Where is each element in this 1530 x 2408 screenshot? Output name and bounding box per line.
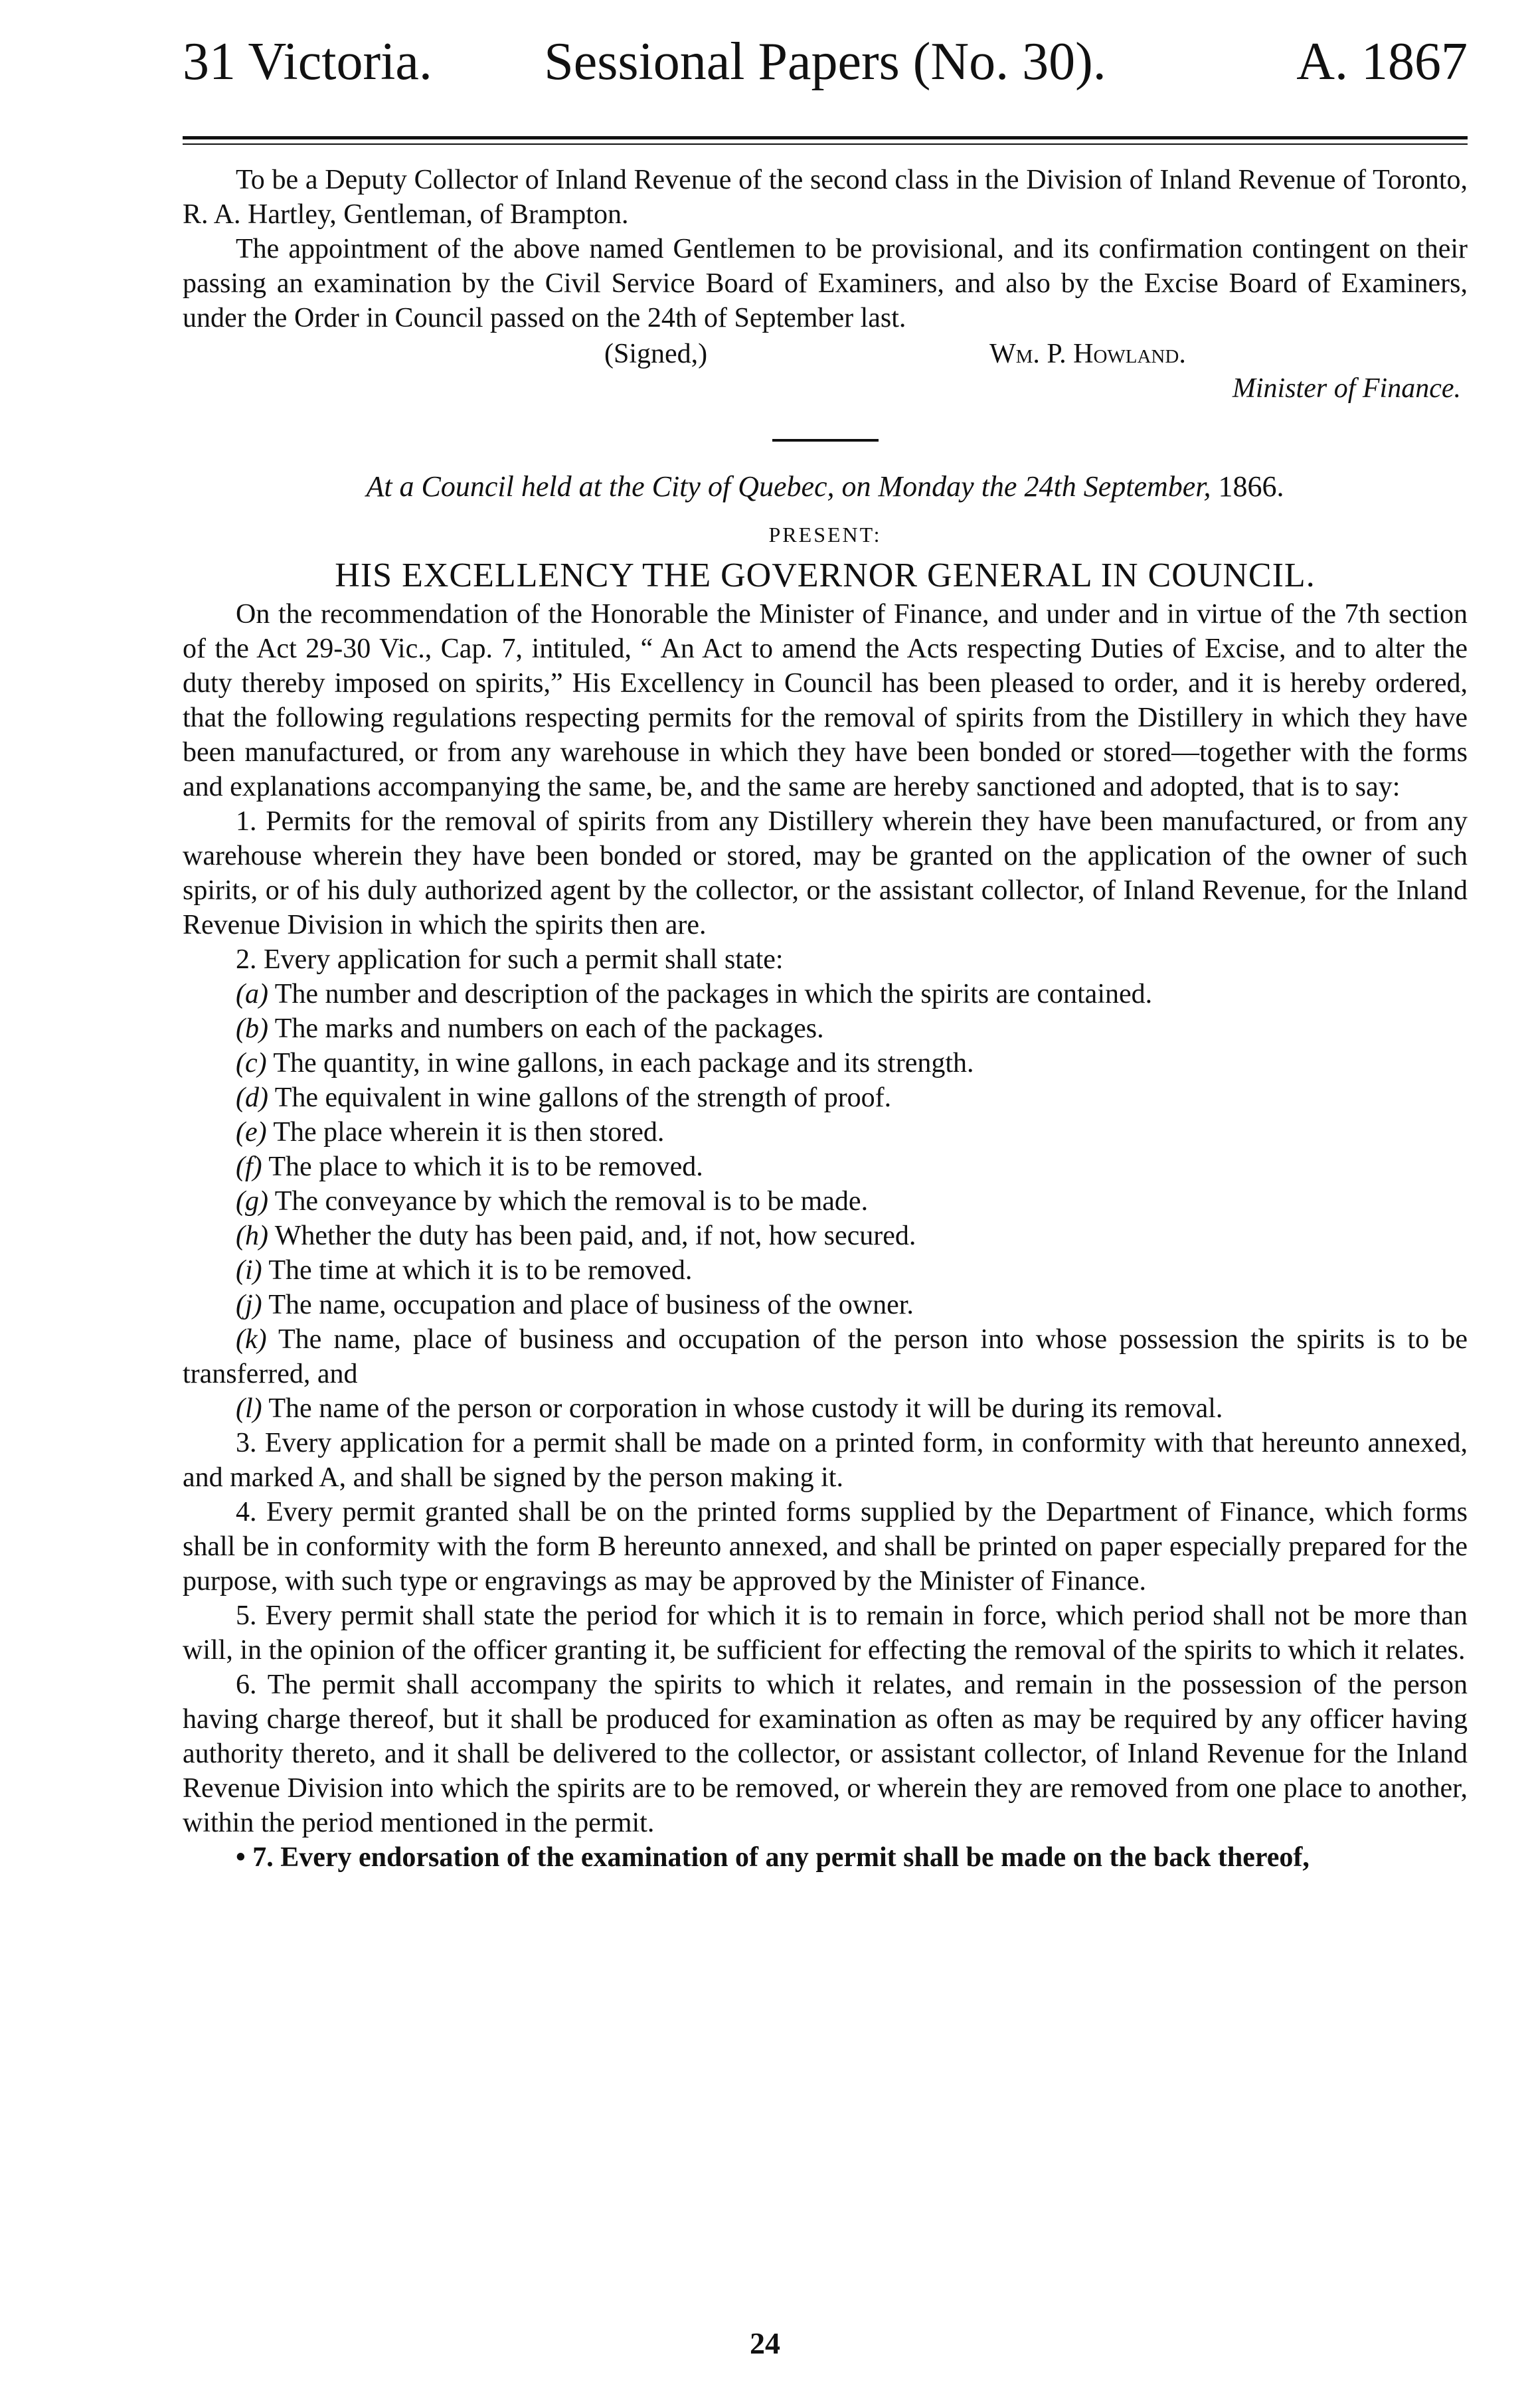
section-divider <box>772 439 879 442</box>
item-text: The place to which it is to be removed. <box>268 1152 703 1182</box>
provisional-paragraph: The appointment of the above named Gentlemen to be provisional, and its confirmation contingent on their passing an examination by the Civil Service Board of Examiners, and also by the Excise Board of Examiners, under the Order in Council passed on the 24th of September last. <box>183 234 1468 333</box>
item-text: The marks and numbers on each of the packages. <box>274 1013 824 1044</box>
item-letter: (d) <box>236 1082 268 1113</box>
list-item <box>183 1322 1468 1391</box>
list-item <box>183 1184 1468 1219</box>
regulation-3: 3. Every application for a permit shall be made on a printed form, in conformity with that hereunto annexed, and marked A, and shall be signed by the person making it. <box>183 1428 1468 1493</box>
item-letter: (a) <box>236 979 268 1009</box>
item-text: The quantity, in wine gallons, in each package and its strength. <box>273 1048 974 1078</box>
list-item <box>183 1391 1468 1426</box>
signer-name: Wm. P. Howland. <box>989 339 1186 369</box>
council-year: 1866. <box>1218 470 1284 503</box>
council-heading <box>183 467 1468 507</box>
item-text: The number and description of the packages in which the spirits are contained. <box>274 979 1153 1009</box>
list-item <box>183 1046 1468 1080</box>
list-item <box>183 1080 1468 1115</box>
order-preamble: On the recommendation of the Honorable the Minister of Finance, and under and in virtue of the 7th section of the Act 29-30 Vic., Cap. 7, intituled, “ An Act to amend the Acts respecting Duties of Excise, and to alter the duty thereby imposed on spirits,” His Excellency in Council has been pleased to order, and it is hereby ordered, that the following regulations respecting permits for the removal of spirits from the Distillery in which they have been manufactured, or from any warehouse in which they have been bonded or stored—together with the forms and explanations accompanying the same, be, and the same are hereby sanctioned and adopted, that is to say: <box>183 599 1468 802</box>
page-body <box>183 163 1468 1875</box>
council-heading-text: At a Council held at the City of Quebec, on Monday the 24th September, <box>366 470 1211 503</box>
appointment-paragraph: To be a Deputy Collector of Inland Revenue of the second class in the Division of Inland Revenue of Toronto, R. A. Hartley, Gentleman, of Brampton. <box>183 165 1468 230</box>
item-text: The equivalent in wine gallons of the strength of proof. <box>274 1082 892 1113</box>
item-text: The place wherein it is then stored. <box>273 1117 665 1148</box>
regulation-7: • 7. Every endorsation of the examination of any permit shall be made on the back thereof, <box>236 1842 1310 1873</box>
item-letter: (i) <box>236 1255 262 1286</box>
item-letter: (k) <box>236 1324 267 1355</box>
header-session-year: A. 1867 <box>1296 33 1468 91</box>
regulation-1: 1. Permits for the removal of spirits from any Distillery wherein they have been manufactured, or from any warehouse wherein they have been bonded or stored, may be granted on the application of the owner of such spirits, or of his duly authorized agent by the collector, or the assistant collector, of Inland Revenue, for the Inland Revenue Division in which the spirits then are. <box>183 806 1468 940</box>
signature-line <box>183 337 1468 371</box>
list-item <box>183 1253 1468 1288</box>
signer-title: Minister of Finance. <box>1232 373 1461 404</box>
list-item <box>183 1011 1468 1046</box>
item-letter: (b) <box>236 1013 268 1044</box>
item-text: The conveyance by which the removal is to be made. <box>274 1186 869 1217</box>
item-letter: (c) <box>236 1048 267 1078</box>
page-header <box>183 25 1468 98</box>
item-letter: (h) <box>236 1221 268 1251</box>
present-label: PRESENT: <box>768 523 882 547</box>
list-item <box>183 1219 1468 1253</box>
governor-heading: HIS EXCELLENCY THE GOVERNOR GENERAL IN COUNCIL. <box>335 557 1316 594</box>
item-text: Whether the duty has been paid, and, if not, how secured. <box>274 1221 916 1251</box>
regulation-5: 5. Every permit shall state the period for which it is to remain in force, which period shall not be more than will, in the opinion of the officer granting it, be sufficient for effecting the removal of the spirits to which it relates. <box>183 1600 1468 1666</box>
header-rule-thick <box>183 136 1468 139</box>
regulation-6: 6. The permit shall accompany the spirits to which it relates, and remain in the possession of the person having charge thereof, but it shall be produced for examination as often as may be required by any officer having authority thereto, and it shall be delivered to the collector, or assistant collector, of Inland Revenue for the Inland Revenue Division into which the spirits are to be removed, or wherein they are removed from one place to another, within the period mentioned in the permit. <box>183 1670 1468 1838</box>
list-item <box>183 1115 1468 1150</box>
list-item <box>183 1288 1468 1322</box>
regulation-4: 4. Every permit granted shall be on the printed forms supplied by the Department of Finance, which forms shall be in conformity with the form B hereunto annexed, and shall be printed on paper especially prepared for the purpose, with such type or engravings as may be approved by the Minister of Finance. <box>183 1497 1468 1596</box>
item-letter: (j) <box>236 1290 262 1320</box>
item-letter: (g) <box>236 1186 268 1217</box>
item-text: The name of the person or corporation in whose custody it will be during its removal. <box>268 1393 1223 1424</box>
regulation-2: 2. Every application for such a permit shall state: <box>236 944 784 975</box>
item-text: The name, occupation and place of business of the owner. <box>268 1290 914 1320</box>
item-text: The name, place of business and occupation of the person into whose possession the spirits is to be transferred, and <box>183 1324 1468 1389</box>
header-sessional-papers: Sessional Papers (No. 30). <box>544 33 1106 91</box>
signed-label: (Signed,) <box>604 339 708 369</box>
item-letter: (f) <box>236 1152 262 1182</box>
page-number: 24 <box>750 2326 780 2360</box>
list-item <box>183 1150 1468 1184</box>
item-letter: (l) <box>236 1393 262 1424</box>
header-regnal-year: 31 Victoria. <box>183 33 432 91</box>
item-text: The time at which it is to be removed. <box>268 1255 693 1286</box>
header-rule-thin <box>183 143 1468 145</box>
list-item <box>183 977 1468 1011</box>
item-letter: (e) <box>236 1117 267 1148</box>
